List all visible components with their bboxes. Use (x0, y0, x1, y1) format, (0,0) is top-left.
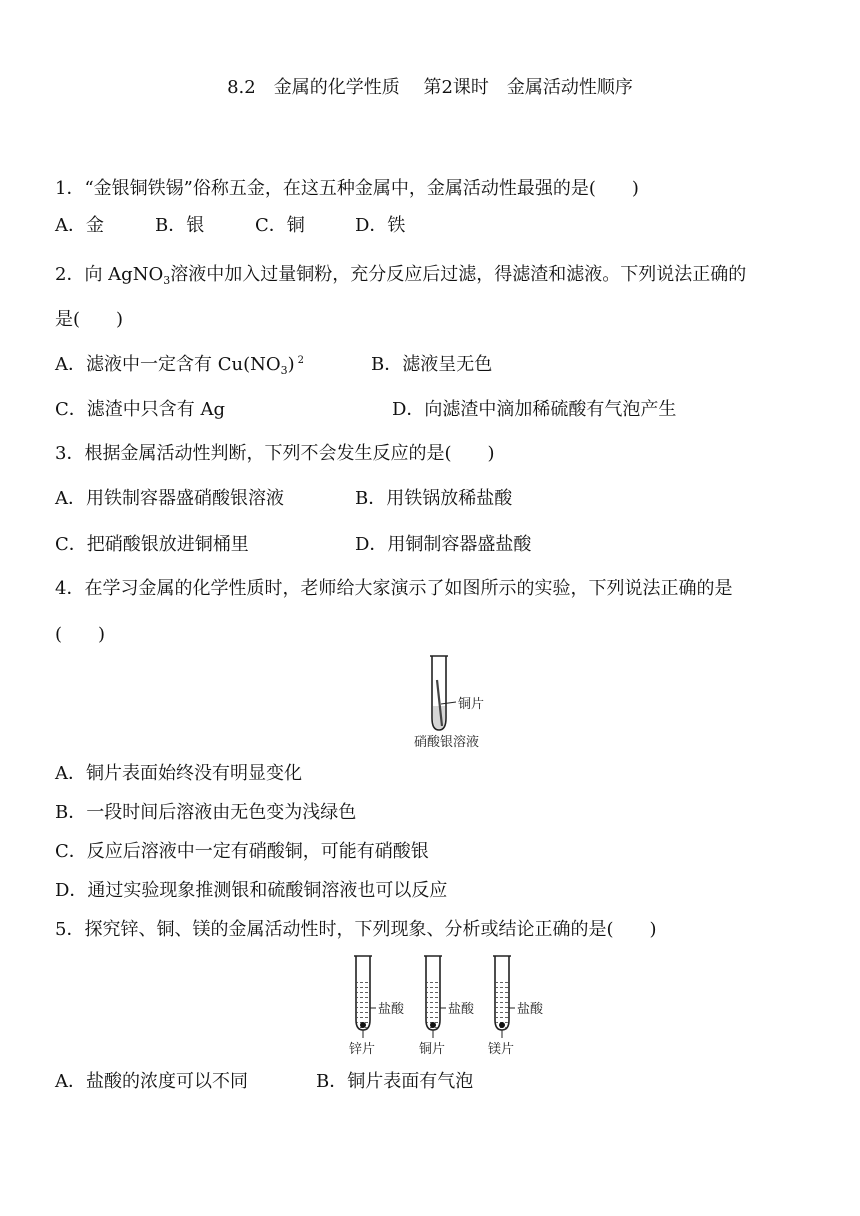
silver-nitrate-solution (433, 706, 445, 729)
q2-stem-part1: 2．向 AgNO (55, 264, 164, 285)
q3-option-b: B．用铁锅放稀盐酸 (355, 488, 513, 509)
q5-option-b: B．铜片表面有气泡 (316, 1071, 474, 1092)
question-4-stem: 4．在学习金属的化学性质时，老师给大家演示了如图所示的实验，下列说法正确的是 (55, 578, 733, 599)
acid-label-3: 盐酸 (517, 1002, 544, 1017)
page-title: 8.2 金属的化学性质 第2课时 金属活动性顺序 (227, 77, 633, 98)
q2-option-a-close: ) (287, 354, 295, 375)
test-tube-figure (408, 650, 508, 750)
question-2-stem (55, 264, 747, 287)
zinc-tube (354, 956, 376, 1038)
q2-option-c: C．滤渣中只含有 Ag (55, 399, 226, 420)
copper-label: 铜片 (419, 1042, 446, 1057)
q4-option-b: B．一段时间后溶液由无色变为浅绿色 (55, 802, 357, 823)
three-tubes-figure (340, 950, 560, 1060)
silver-nitrate-label: 硝酸银溶液 (414, 735, 480, 750)
q2-option-a-superscript: 2 (297, 355, 305, 366)
q4-option-d: D．通过实验现象推测银和硫酸铜溶液也可以反应 (55, 880, 448, 901)
acid-label-2: 盐酸 (448, 1002, 475, 1017)
q2-option-a (55, 354, 305, 377)
q4-option-c: C．反应后溶液中一定有硝酸铜，可能有硝酸银 (55, 841, 429, 862)
zinc-label: 锌片 (349, 1042, 376, 1057)
acid-label-1: 盐酸 (378, 1002, 405, 1017)
q2-stem-part2: 溶液中加入过量铜粉，充分反应后过滤，得滤渣和滤液。下列说法正确的 (170, 264, 747, 285)
question-5-stem: 5．探究锌、铜、镁的金属活动性时，下列现象、分析或结论正确的是( ) (55, 919, 657, 940)
q4-option-a: A．铜片表面始终没有明显变化 (55, 763, 302, 784)
q1-option-a: A．金 (55, 215, 104, 236)
q2-option-a-text: A．滤液中一定含有 Cu(NO (55, 354, 281, 375)
q3-option-d: D．用铜制容器盛盐酸 (355, 534, 532, 555)
q2-option-a-subscript: 3 (280, 364, 288, 377)
magnesium-label: 镁片 (488, 1042, 515, 1057)
q2-stem-subscript: 3 (163, 274, 171, 287)
magnesium-tube (493, 956, 515, 1038)
question-2-stem-line2: 是( ) (55, 309, 124, 330)
copper-strip-label: 铜片 (458, 697, 485, 712)
question-3-stem: 3．根据金属活动性判断，下列不会发生反应的是( ) (55, 443, 495, 464)
copper-tube (424, 956, 446, 1038)
q2-option-d: D．向滤渣中滴加稀硫酸有气泡产生 (392, 399, 677, 420)
q3-option-c: C．把硝酸银放进铜桶里 (55, 534, 249, 555)
question-4-stem-line2: ( ) (55, 624, 106, 645)
q1-option-d: D．铁 (355, 215, 406, 236)
q5-option-a: A．盐酸的浓度可以不同 (55, 1071, 248, 1092)
q1-option-c: C．铜 (255, 215, 305, 236)
q3-option-a: A．用铁制容器盛硝酸银溶液 (55, 488, 284, 509)
q1-option-b: B．银 (155, 215, 205, 236)
question-1-stem: 1．“金银铜铁锡”俗称五金，在这五种金属中，金属活动性最强的是( ) (55, 178, 639, 199)
q2-option-b: B．滤液呈无色 (371, 354, 493, 375)
